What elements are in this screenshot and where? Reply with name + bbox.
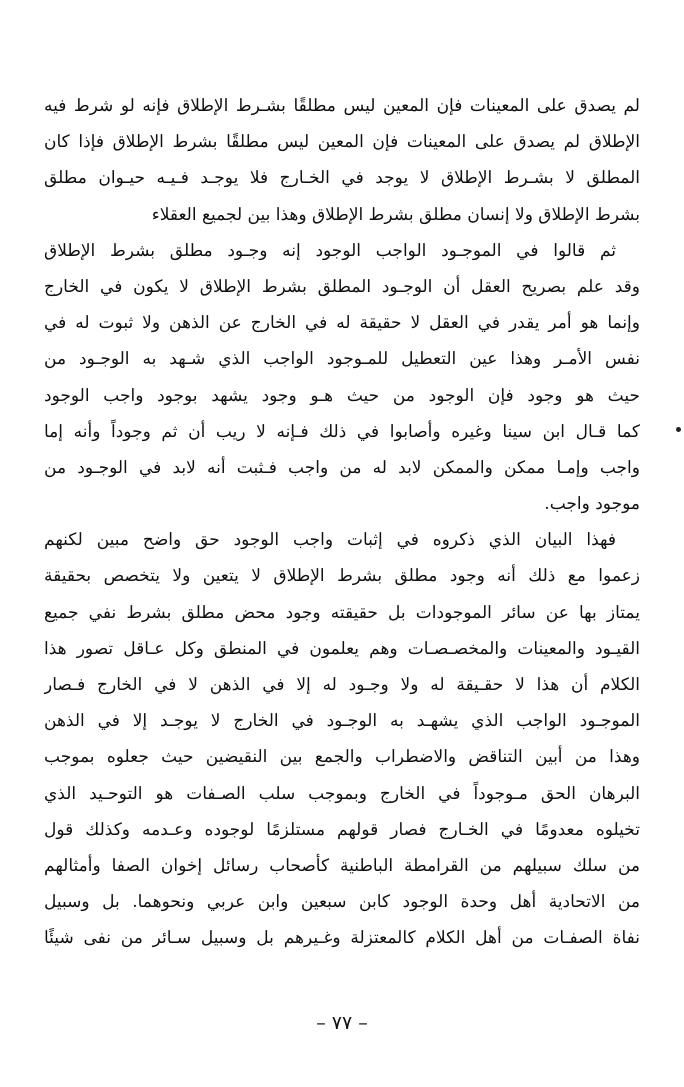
text-line: ثم قالوا في الموجـود الواجب الوجود إنه وجـود مطلق بشرط الإطلاق bbox=[44, 240, 616, 261]
text-line: زعموا مع ذلك أنه وجود مطلق بشرط الإطلاق لا يتعين ولا يتخصص بحقيقة bbox=[44, 566, 640, 587]
text-line: بشرط الإطلاق ولا إنسان مطلق بشرط الإطلاق وهذا بين لجميع العقلاء bbox=[151, 204, 640, 225]
page-number: – ٧٧ – bbox=[316, 1012, 368, 1034]
text-line: البرهان الحق مـوجوداً في الخارج وبموجب سلب الصـفات هو التوحـيد الذي bbox=[44, 783, 640, 804]
text-line: القيـود والمعينات والمخصـصـات وهم يعلمون في المنطق وكل عـاقل تصور هذا bbox=[44, 638, 640, 659]
text-line: وقد علم بصريح العقل أن الوجـود المطلق بشرط الإطلاق لا يكون في الخارج bbox=[44, 276, 640, 297]
body-text bbox=[44, 88, 640, 957]
text-line: من الاتحادية أهل وحدة الوجود كابن سبعين وابن عربي ونحوهما. بل وسبيل bbox=[44, 892, 640, 913]
text-line: نفاة الصفـات من أهل الكلام كالمعتزلة وغـيرهم بل وسبيل سـائر من نفى شيئًا bbox=[44, 928, 640, 949]
text-line: واجب وإمـا ممكن والممكن لابد له من واجب فـثبت أنه لابد في الوجـود من bbox=[44, 457, 640, 478]
text-line: الإطلاق لم يصدق على المعينات فإن المعين ليس مطلقًا بشرط الإطلاق فإذا كان bbox=[44, 132, 640, 153]
text-line: موجود واجب. bbox=[544, 494, 640, 515]
text-line: الكلام أن هذا لا حقـيقة له ولا وجـود له إلا في الذهن لا في الخارج فـصار bbox=[44, 675, 640, 695]
text-line: يمتاز بها عن سائر الموجودات بل حقيقته وجود محض مطلق بشرط نفي جميع bbox=[44, 602, 640, 623]
text-line: من سلك سبيلهم من القرامطة الباطنية كأصحاب رسائل إخوان الصفا وأمثالهم bbox=[44, 855, 640, 876]
text-line: كما قـال ابن سينا وغيره وأصابوا في ذلك فـإنه لا ريب أن ثم وجوداً وأنه إما bbox=[44, 421, 640, 442]
text-line: لم يصدق على المعينات فإن المعين ليس مطلقًا بشـرط الإطلاق فإنه لو شرط فيه bbox=[44, 96, 640, 116]
margin-dot bbox=[676, 427, 681, 432]
text-line: وهذا من أبين التناقض والاضطراب والجمع بين النقيضين حيث جعلوه بموجب bbox=[44, 747, 640, 768]
text-line: فهذا البيان الذي ذكروه في إثبات واجب الوجود حق واضح مبين لكنهم bbox=[44, 530, 616, 551]
text-line: المطلق لا بشـرط الإطلاق لا يوجد في الخـارج فلا يوجـد فـيـه حيـوان مطلق bbox=[44, 168, 640, 189]
text-line: حيث هو وجود فإن الوجود من حيث هـو وجود يشهد بوجود واجب الوجود bbox=[44, 385, 640, 406]
text-line: وإنما هو أمر يقدر في العقل لا حقيقة له في الخارج عن الذهن ولا ثبوت له في bbox=[44, 313, 640, 334]
text-line: الموجـود الواجب الذي يشهـد به الوجـود في الخارج لا يوجـد إلا في الذهن bbox=[44, 711, 640, 732]
text-line: نفس الأمـر وهذا عين التعطيل للمـوجود الواجب الذي شـهد به الوجـود من bbox=[44, 349, 640, 370]
text-line: تخيلوه معدومًا في الخـارج فصار قولهم مستلزمًا لوجوده وعـدمه وكذلك قول bbox=[44, 819, 640, 840]
